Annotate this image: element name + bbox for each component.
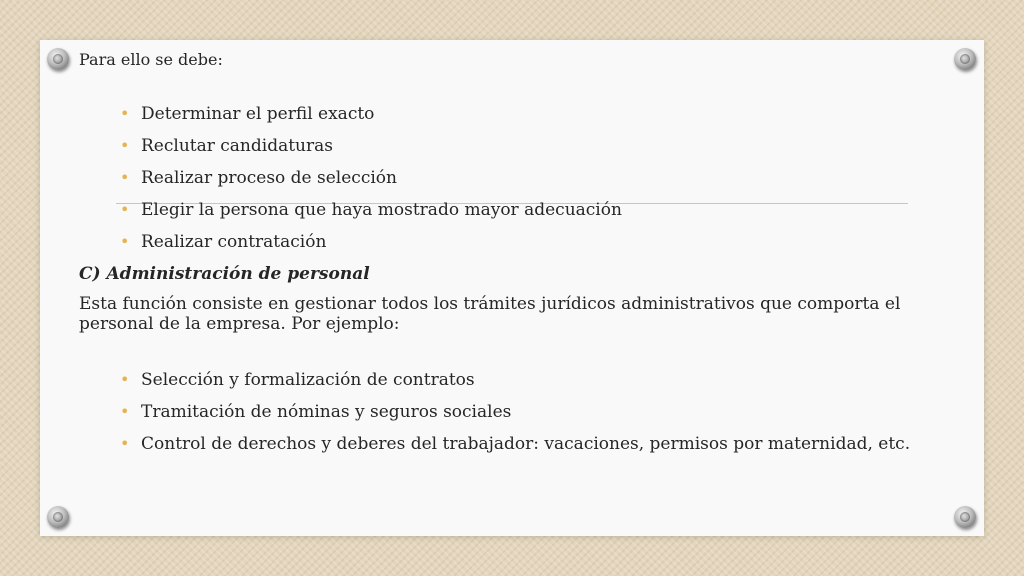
list-item-text: Selección y formalización de contratos xyxy=(141,370,475,390)
bullet-icon: • xyxy=(120,402,130,421)
pin-icon xyxy=(47,48,69,70)
bullet-icon: • xyxy=(120,104,130,123)
list-item xyxy=(120,400,959,432)
bullet-icon: • xyxy=(120,232,130,251)
list-item xyxy=(120,166,959,198)
pin-icon xyxy=(954,506,976,528)
intro-text: Para ello se debe: xyxy=(79,50,223,69)
section-heading: C) Administración de personal xyxy=(79,264,370,284)
slide-content xyxy=(79,50,959,464)
bullet-icon: • xyxy=(120,136,130,155)
list-item-text: Realizar contratación xyxy=(141,232,327,252)
list-item-text: Control de derechos y deberes del trabajador: vacaciones, permisos por maternidad, etc. xyxy=(141,434,911,454)
list-item xyxy=(120,230,959,262)
list-item xyxy=(120,102,959,134)
list-item xyxy=(120,368,959,400)
list-item xyxy=(120,134,959,166)
list-item xyxy=(120,198,959,230)
list-item-text: Realizar proceso de selección xyxy=(141,168,397,188)
pin-icon xyxy=(47,506,69,528)
bullet-icon: • xyxy=(120,370,130,389)
bullet-icon: • xyxy=(120,200,130,219)
examples-list xyxy=(79,368,959,464)
list-item-text: Determinar el perfil exacto xyxy=(141,104,375,124)
list-item-text: Reclutar candidaturas xyxy=(141,136,333,156)
slide-panel xyxy=(40,40,984,536)
section-paragraph: Esta función consiste en gestionar todos los trámites jurídicos administrativos que comporta el personal de la empresa. Por ejemplo: xyxy=(79,294,901,334)
bullet-icon: • xyxy=(120,434,130,453)
list-item xyxy=(120,432,959,464)
list-item-text: Tramitación de nóminas y seguros sociales xyxy=(141,402,512,422)
list-item-text: Elegir la persona que haya mostrado mayor adecuación xyxy=(141,200,622,220)
bullet-icon: • xyxy=(120,168,130,187)
steps-list xyxy=(79,102,959,262)
